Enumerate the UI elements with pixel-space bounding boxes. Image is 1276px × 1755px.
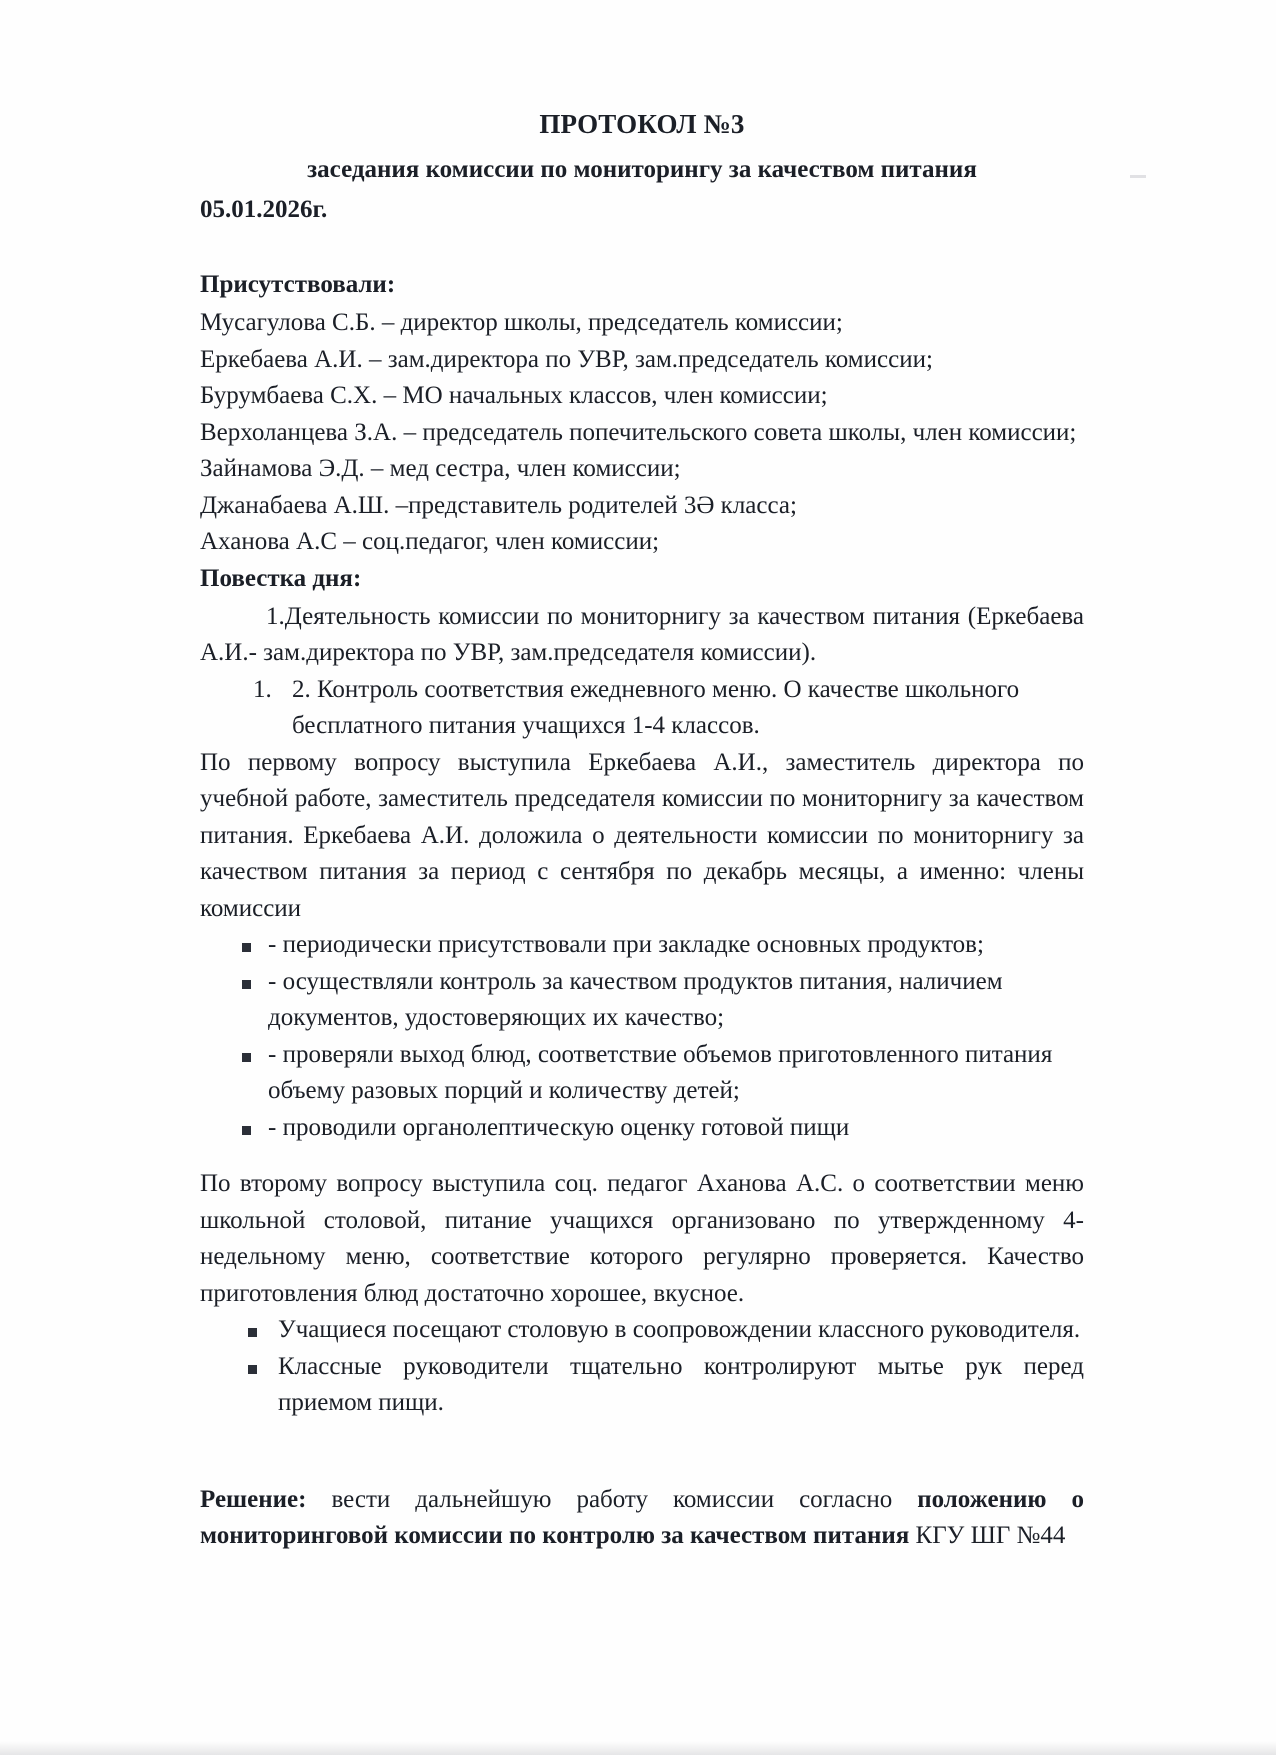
list-item: - периодически присутствовали при закладке основных продуктов; <box>200 927 1084 964</box>
document-body <box>200 108 1084 1555</box>
attendees-heading: Присутствовали: <box>200 270 396 298</box>
decision-text-2: КГУ ШГ №44 <box>909 1522 1066 1550</box>
attendee-line: Еркебаева А.И. – зам.директора по УВР, зам.председатель комиссии; <box>200 345 933 373</box>
decision-paragraph <box>200 1482 1084 1555</box>
agenda-heading: Повестка дня: <box>200 564 362 592</box>
document-title: ПРОТОКОЛ №3 <box>539 109 745 139</box>
agenda-item-1: 1.Деятельность комиссии по мониторнигу за качеством питания (Еркебаева А.И.- зам.директора по УВР, зам.председателя комиссии). <box>200 602 1084 667</box>
attendee-line: Бурумбаева С.Х. – МО начальных классов, член комиссии; <box>200 382 828 409</box>
question-one-paragraph: По первому вопросу выступила Еркебаева А.И., заместитель директора по учебной работе, заместитель председателя комиссии по мониторнигу за качеством питания. Еркебаева А.И. доложила о деятельности комиссии по мониторнигу за качеством питания за период с сентября по декабрь месяцы, а именно: члены комиссии <box>200 748 1084 922</box>
spacer <box>200 1422 1084 1482</box>
document-date: 05.01.2026г. <box>200 196 328 224</box>
question-two-paragraph: По второму вопросу выступила соц. педагог Аханова А.С. о соответствии меню школьной столовой, питание учащихся организовано по утвержденному 4-недельному меню, соответствие которого регулярно проверяется. Качество приготовления блюд достаточно хорошее, вкусное. <box>200 1170 1084 1307</box>
agenda-numbered-list <box>200 672 1084 745</box>
list-item: - проводили органолептическую оценку готовой пищи <box>200 1110 1084 1147</box>
decision-text-bold: положению о мониторинговой комиссии по контролю за качеством питания <box>200 1485 1084 1550</box>
list-item: Классные руководители тщательно контролируют мытье рук перед приемом пищи. <box>200 1349 1084 1422</box>
list-item: - проверяли выход блюд, соответствие объемов приготовленного питания объему разовых порций и количеству детей; <box>200 1037 1084 1110</box>
list-item: - осуществляли контроль за качеством продуктов питания, наличием документов, удостоверяющих их качество; <box>200 964 1084 1037</box>
decision-text-1: вести дальнейшую работу комиссии согласно <box>306 1485 918 1513</box>
decision-label: Решение: <box>200 1485 307 1513</box>
attendee-line: Джанабаева А.Ш. –представитель родителей 3Ә класса; <box>200 491 797 519</box>
spacer <box>200 1146 1084 1166</box>
attendee-line: Аханова А.С – соц.педагог, член комиссии; <box>200 528 660 555</box>
question-one-bullets <box>200 927 1084 1146</box>
agenda-list-item-label: 1. 2. Контроль соответствия ежедневного меню. О качестве школьного бесплатного питания учащихся 1-4 классов. <box>292 675 1020 740</box>
list-item: Учащиеся посещают столовую в соопровождении классного руководителя. <box>200 1312 1084 1349</box>
document-subtitle: заседания комиссии по мониторингу за качеством питания <box>307 155 977 183</box>
attendee-line: Верхоланцева З.А. – председатель попечительского совета школы, член комиссии; <box>200 418 1077 446</box>
attendee-line: Зайнамова Э.Д. – мед сестра, член комиссии; <box>200 455 681 482</box>
question-two-bullets <box>200 1312 1084 1422</box>
scan-speck <box>1130 175 1146 178</box>
page-edge-shadow <box>0 1741 1276 1755</box>
attendee-line: Мусагулова С.Б. – директор школы, председатель комиссии; <box>200 309 843 336</box>
agenda-list-item <box>278 672 1084 745</box>
